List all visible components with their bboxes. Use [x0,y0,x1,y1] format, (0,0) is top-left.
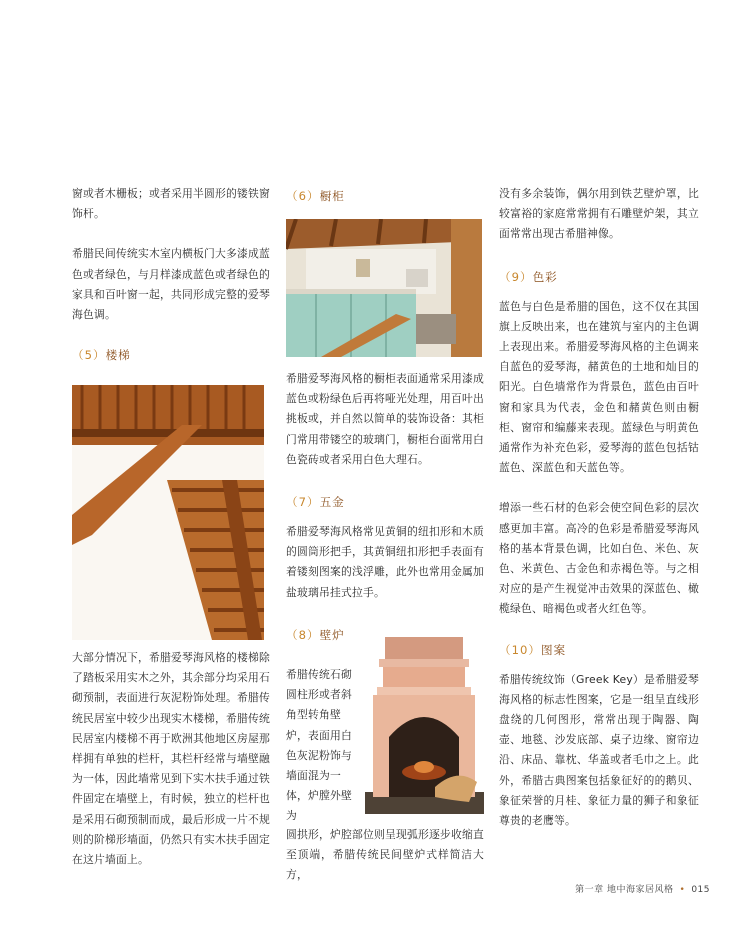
paragraph: 希腊爱琴海风格常见黄铜的纽扣形和木质的圆筒形把手，其黄铜纽扣形把手表面有着镂刻图案的浅浮雕，此外也常用金属加盐玻璃吊挂式拉手。 [286,525,484,599]
section-heading-hardware [286,494,484,510]
section-heading-stairs [72,347,270,363]
section-title: 壁炉 [319,627,345,642]
paragraph: 没有多余装饰，偶尔用到铁艺壁炉罩，比较富裕的家庭常常拥有石雕壁炉架，其立面常常出现古希腊神像。 [499,187,699,241]
section-number: （6） [286,189,320,203]
section-number: （10） [499,642,541,657]
column-2-bottom [286,825,484,886]
paragraph: 增添一些石材的色彩会使空间色彩的层次感更加丰富。高冷的色彩是希腊爱琴海风格的基本背景色调，比如白色、米色、灰色、米黄色、古金色和赤褐色等。与之相对应的是产生视觉冲击效果的深蓝色、橄榄绿色、暗褐色或者火红色等。 [499,501,699,616]
section-heading-color [499,269,699,285]
paragraph: 大部分情况下，希腊爱琴海风格的楼梯除了踏板采用实木之外，其余部分均采用石砌预制，表面进行灰泥粉饰处理。希腊传统民居室中较少出现实木楼梯，希腊传统民居室内楼梯不再于欧洲其他地区房屋那样拥有单独的栏杆，其栏杆经常与墙壁融为一体，因此墙常见到下实木扶手通过铁件固定在墙壁上，有时候，独立的栏杆也是采用石砌预制而成，最后形成一片不规则的阶梯形墙面，仍然只有实木扶手固定在这片墙面上。 [72,651,270,867]
paragraph: 希腊爱琴海风格的橱柜表面通常采用漆成蓝色或粉绿色后再将哑光处理，用百叶出挑板或，并自然以简单的装饰设备：其柜门常用带镂空的玻璃门，橱柜台面常用白色瓷砖或者采用白色大理石。 [286,372,484,466]
section-title: 五金 [319,495,345,510]
paragraph: 希腊传统纹饰（Greek Key）是希腊爱琴海风格的标志性图案，它是一组呈直线形盘绕的几何图形，常常出现于陶器、陶壶、地毯、沙发底部、桌子边缘、窗帘边沿、床品、靠枕、华盖或者毛巾之上。此外，希腊古典图案包括象征好的的鹅贝、象征荣誉的月桂、象征力量的狮子和象征尊贵的老鹰等。 [499,672,699,828]
section-heading-pattern [499,642,699,658]
section-number: （7） [286,495,320,510]
section-title: 橱柜 [319,189,345,203]
section-number: （9） [499,269,533,284]
column-2-middle [286,369,484,643]
fireplace-image [365,632,484,814]
section-title: 图案 [540,642,567,657]
page-footer [575,882,710,895]
column-1-lower [72,648,270,870]
paragraph: 希腊传统石砌圆柱形或者斜角型转角壁炉，表面用白色灰泥粉饰与墙面混为一体，炉膛外壁为 [286,668,352,823]
section-number: （5） [72,348,106,363]
stairs-image [72,385,264,640]
section-number: （8） [286,627,320,642]
chapter-label: 第一章 [575,885,604,895]
paragraph: 蓝色与白色是希腊的国色，这不仅在其国旗上反映出来，也在建筑与室内的主色调上表现出来。希腊爱琴海风格的主色调来自蓝色的爱琴海，赭黄色的土地和灿目的阳光。白色墙常作为背景色，蓝色由百叶窗和家具为代表，金色和赭黄色则由橱柜、窗帘和编藤来表现。蓝绿色与明黄色通常作为补充色彩，爱琴海的蓝色包括钴蓝色、深蓝色和天蓝色等。 [499,299,699,475]
column-2 [286,184,484,204]
section-title: 楼梯 [105,348,131,363]
kitchen-image [286,219,482,357]
separator-dot: • [679,885,686,895]
paragraph: 窗或者木栅板；或者采用半圆形的镂铁窗饰杆。 [72,187,270,221]
section-label: 地中海家居风格 [606,885,674,895]
column-2-narrow [286,665,356,827]
section-title: 色彩 [532,269,558,284]
page-number: 015 [691,885,710,895]
paragraph: 希腊民间传统实木室内横板门大多漆成蓝色或者绿色，与月样漆成蓝色或者绿色的家具和百叶窗一起，共同形成完整的爱琴海色调。 [72,247,270,322]
section-heading-cabinet [286,188,484,204]
column-1 [72,184,270,363]
paragraph: 圆拱形，炉腔部位则呈现弧形逐步收缩直至顶端，希腊传统民间壁炉式样简洁大方， [286,828,484,882]
column-3 [499,184,699,831]
